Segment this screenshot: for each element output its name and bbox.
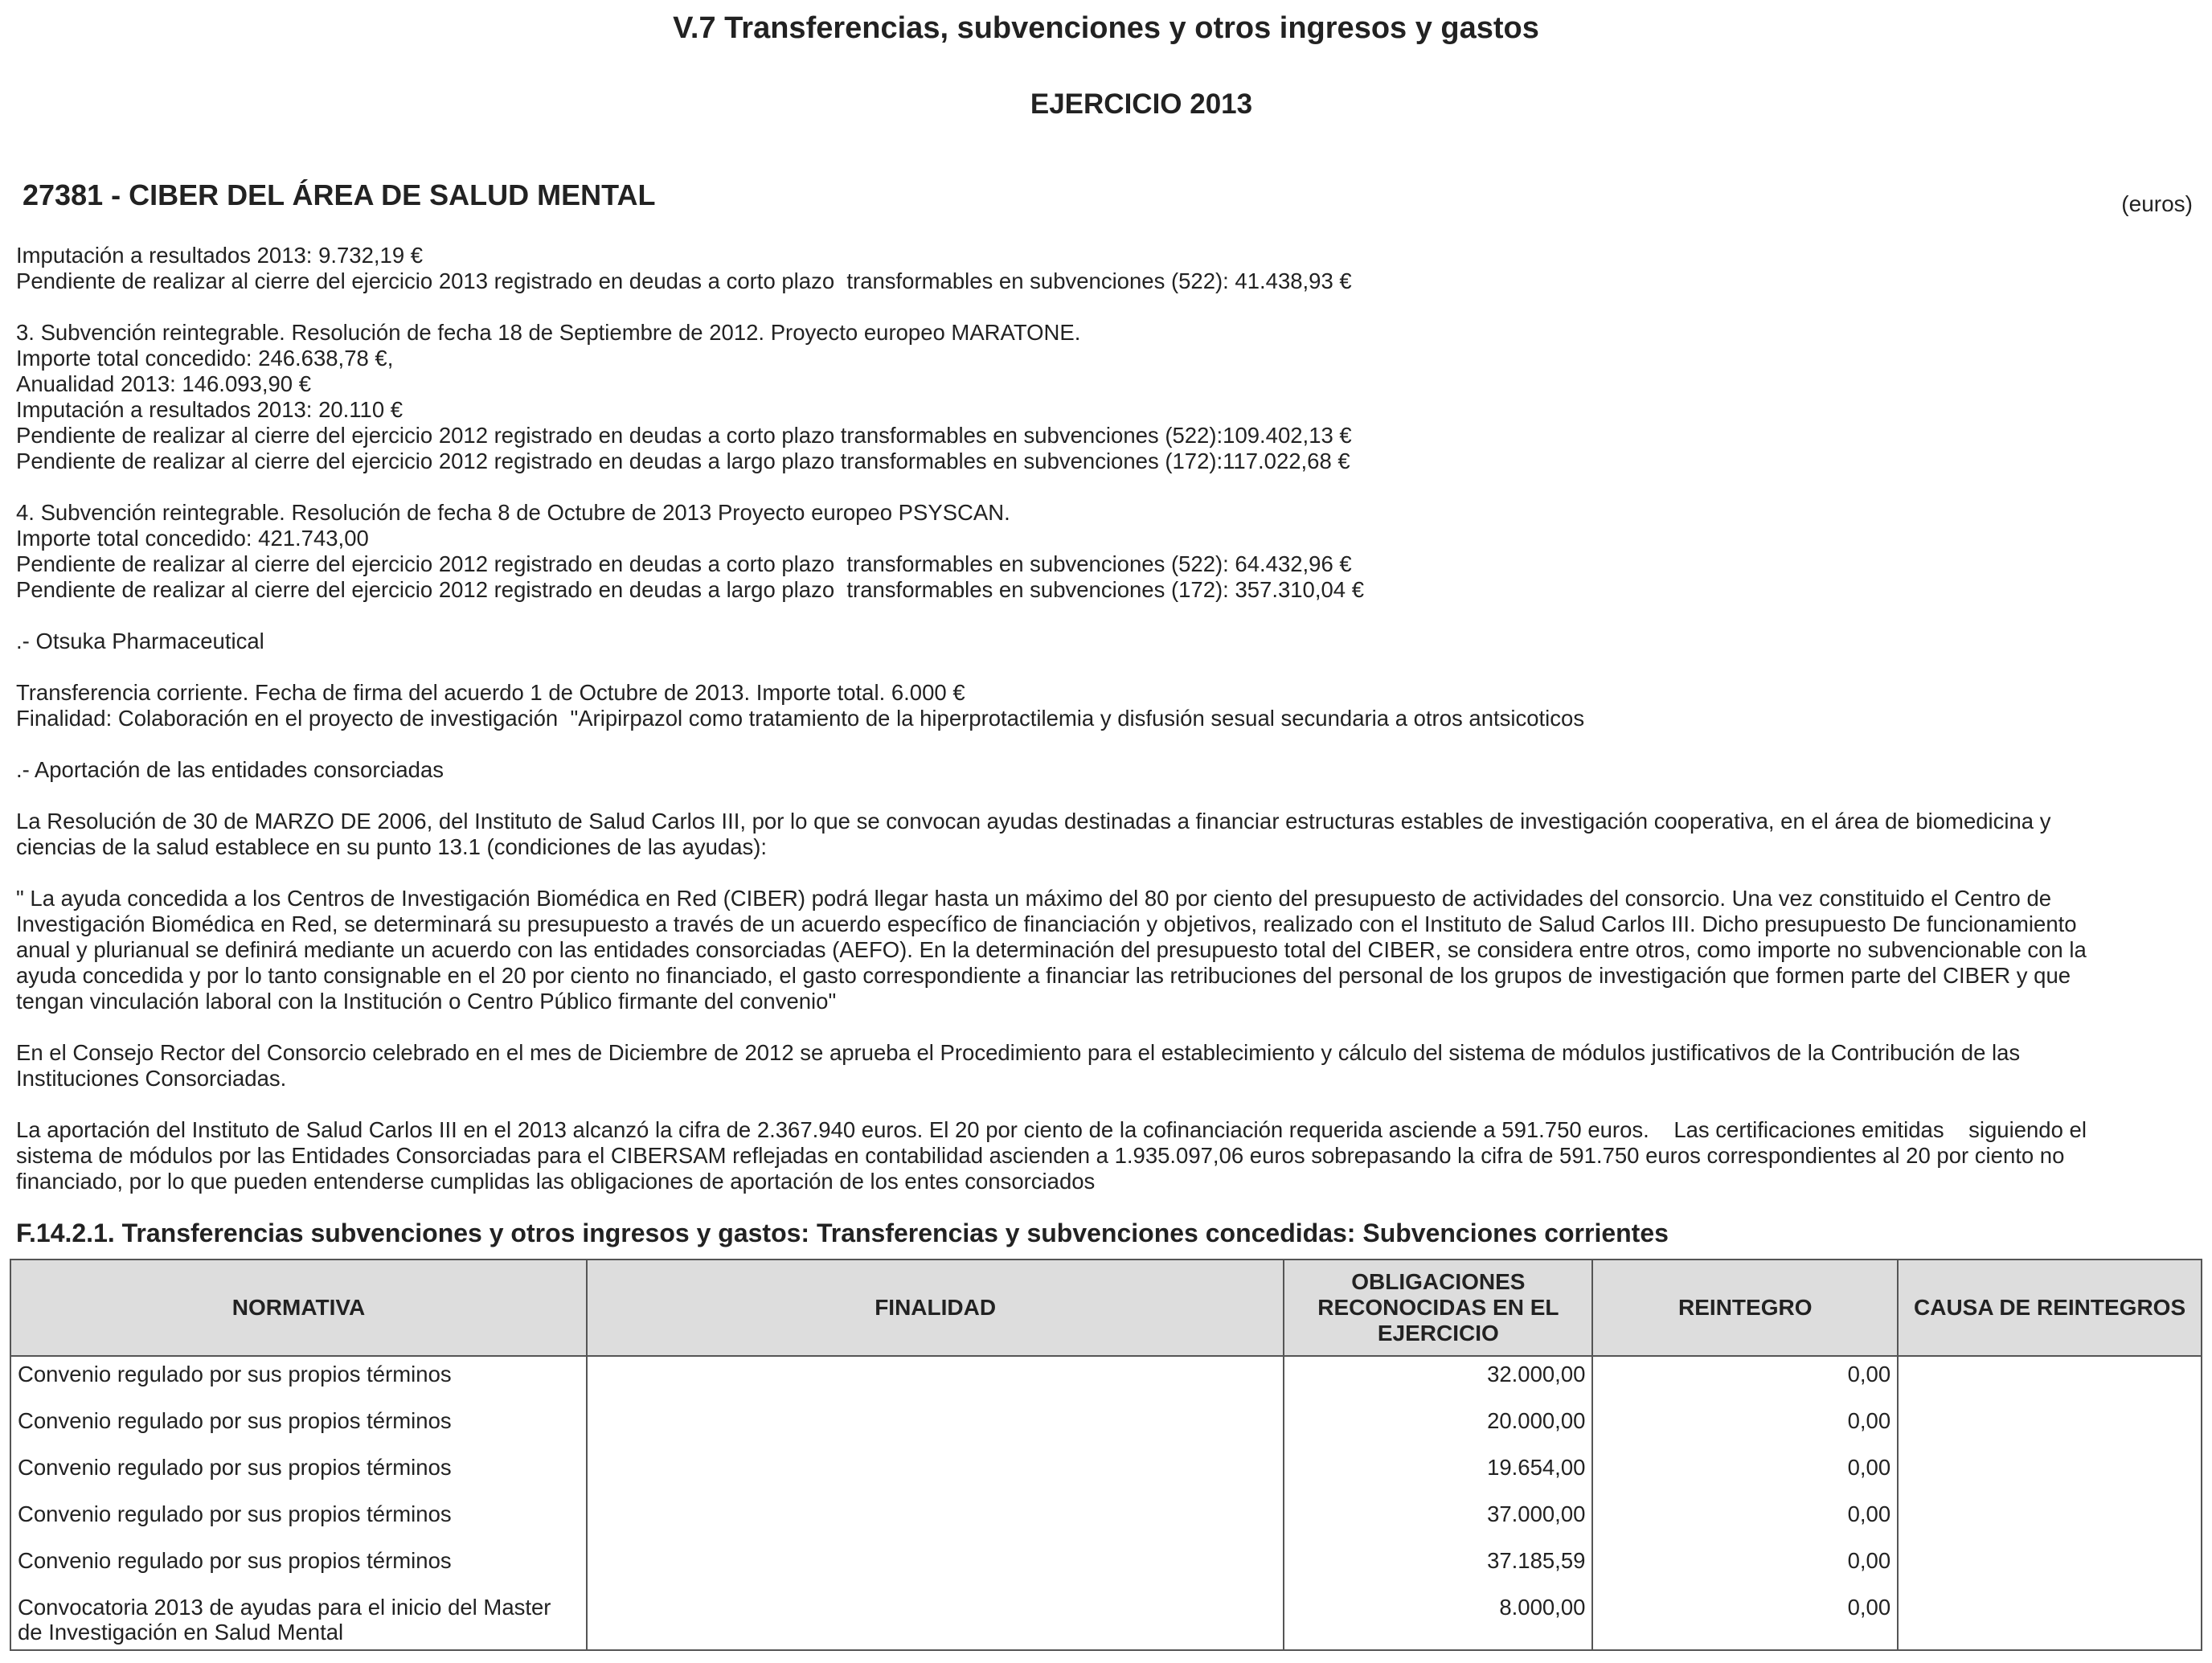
text-line: Investigación Biomédica en Red, se determinará su presupuesto a través de un acuerdo específico de financiación y objetivos, realizado con el Instituto de Salud Carlos III. Dicho presupuesto De funcionamiento [16, 911, 2077, 936]
cell-normativa: Convenio regulado por sus propios términos [10, 1497, 587, 1543]
cell-normativa: Convenio regulado por sus propios términos [10, 1543, 587, 1590]
text-line: Importe total concedido: 421.743,00 [16, 526, 369, 551]
text-line: Transferencia corriente. Fecha de firma del acuerdo 1 de Octubre de 2013. Importe total. 6.000 € [16, 680, 965, 705]
text-line: " La ayuda concedida a los Centros de Investigación Biomédica en Red (CIBER) podrá llegar hasta un máximo del 80 por ciento del presupuesto de actividades del consorcio. Una vez constituido el Centro de [16, 886, 2052, 911]
table-row [10, 1450, 2202, 1497]
text-line: En el Consejo Rector del Consorcio celebrado en el mes de Diciembre de 2012 se aprueba el Procedimiento para el establecimiento y cálculo del sistema de módulos justificativos de la Contribución de las [16, 1040, 2021, 1065]
column-header-finalidad: FINALIDAD [587, 1260, 1284, 1356]
text-line: Finalidad: Colaboración en el proyecto de investigación "Aripirpazol como tratamiento de la hiperprotactilemia y disfusión sesual secundaria a otros antsicoticos [16, 706, 1585, 731]
cell-reintegro: 0,00 [1592, 1497, 1898, 1543]
cell-causa [1898, 1356, 2202, 1403]
text-line: sistema de módulos por las Entidades Consorciadas para el CIBERSAM reflejadas en contabilidad ascienden a 1.935.097,06 euros sobrepasando la cifra de 591.750 euros correspondientes al 20 por ciento no [16, 1143, 2065, 1168]
column-header-causa: CAUSA DE REINTEGROS [1898, 1260, 2202, 1356]
cell-reintegro: 0,00 [1592, 1590, 1898, 1650]
section-heading: F.14.2.1. Transferencias subvenciones y otros ingresos y gastos: Transferencias y subvenciones concedidas: Subvenciones corrientes [16, 1219, 1669, 1247]
text-line: Pendiente de realizar al cierre del ejercicio 2012 registrado en deudas a largo plazo transformables en subvenciones (172): 357.310,04 € [16, 577, 1365, 602]
table-row [10, 1356, 2202, 1403]
cell-reintegro: 0,00 [1592, 1543, 1898, 1590]
cell-causa [1898, 1590, 2202, 1650]
cell-finalidad [587, 1590, 1284, 1650]
text-line: .- Aportación de las entidades consorciadas [16, 757, 444, 782]
text-line: Imputación a resultados 2013: 9.732,19 € [16, 243, 424, 268]
table-row [10, 1590, 2202, 1650]
text-line: Pendiente de realizar al cierre del ejercicio 2013 registrado en deudas a corto plazo transformables en subvenciones (522): 41.438,93 € [16, 268, 1352, 293]
cell-causa [1898, 1497, 2202, 1543]
text-line: 4. Subvención reintegrable. Resolución de fecha 8 de Octubre de 2013 Proyecto europeo PSYSCAN. [16, 500, 1010, 525]
text-line: Pendiente de realizar al cierre del ejercicio 2012 registrado en deudas a largo plazo transformables en subvenciones (172):117.022,68 € [16, 449, 1350, 473]
table-row [10, 1497, 2202, 1543]
column-header-reintegro: REINTEGRO [1592, 1260, 1898, 1356]
text-line: Anualidad 2013: 146.093,90 € [16, 371, 311, 396]
table-row [10, 1403, 2202, 1450]
cell-normativa: Convenio regulado por sus propios términos [10, 1403, 587, 1450]
table-header-row [10, 1260, 2202, 1356]
cell-normativa: Convenio regulado por sus propios términos [10, 1356, 587, 1403]
cell-finalidad [587, 1497, 1284, 1543]
page-title: V.7 Transferencias, subvenciones y otros ingresos y gastos [673, 11, 1539, 45]
subsidies-table [10, 1259, 2202, 1651]
text-line: Importe total concedido: 246.638,78 €, [16, 346, 394, 371]
cell-finalidad [587, 1450, 1284, 1497]
cell-reintegro: 0,00 [1592, 1450, 1898, 1497]
text-line: ayuda concedida y por lo tanto consignable en el 20 por ciento no financiado, el gasto correspondiente a financiar las retribuciones del personal de los grupos de investigación que formen parte del CIBER y que [16, 963, 2071, 988]
entity-heading: 27381 - CIBER DEL ÁREA DE SALUD MENTAL [23, 178, 656, 211]
text-line: financiado, por lo que pueden entenderse cumplidas las obligaciones de aportación de los entes consorciados [16, 1169, 1096, 1194]
text-line: anual y plurianual se definirá mediante un acuerdo con las entidades consorciadas (AEFO). En la determinación del presupuesto total del CIBER, se considera entre otros, como importe no subvencionable con la [16, 937, 2087, 962]
text-line: tengan vinculación laboral con la Institución o Centro Público firmante del convenio" [16, 989, 837, 1014]
table-row [10, 1543, 2202, 1590]
text-line: Pendiente de realizar al cierre del ejercicio 2012 registrado en deudas a corto plazo transformables en subvenciones (522): 64.432,96 € [16, 551, 1352, 576]
text-line: Pendiente de realizar al cierre del ejercicio 2012 registrado en deudas a corto plazo transformables en subvenciones (522):109.402,13 € [16, 423, 1352, 448]
text-line: .- Otsuka Pharmaceutical [16, 629, 264, 653]
cell-obligaciones: 20.000,00 [1284, 1403, 1592, 1450]
notes-body [16, 243, 2194, 1194]
cell-obligaciones: 32.000,00 [1284, 1356, 1592, 1403]
cell-normativa: Convenio regulado por sus propios términos [10, 1450, 587, 1497]
text-line: La Resolución de 30 de MARZO DE 2006, del Instituto de Salud Carlos III, por lo que se convocan ayudas destinadas a financiar estructuras estables de investigación cooperativa, en el área de biomedicina y [16, 809, 2051, 834]
cell-obligaciones: 37.000,00 [1284, 1497, 1592, 1543]
cell-obligaciones: 19.654,00 [1284, 1450, 1592, 1497]
text-line: 3. Subvención reintegrable. Resolución de fecha 18 de Septiembre de 2012. Proyecto europeo MARATONE. [16, 320, 1081, 345]
cell-obligaciones: 8.000,00 [1284, 1590, 1592, 1650]
cell-causa [1898, 1450, 2202, 1497]
text-line: ciencias de la salud establece en su punto 13.1 (condiciones de las ayudas): [16, 834, 768, 859]
column-header-normativa: NORMATIVA [10, 1260, 587, 1356]
cell-finalidad [587, 1356, 1284, 1403]
cell-normativa: Convocatoria 2013 de ayudas para el inicio del Master de Investigación en Salud Mental [10, 1590, 587, 1650]
cell-reintegro: 0,00 [1592, 1403, 1898, 1450]
cell-causa [1898, 1403, 2202, 1450]
text-line: La aportación del Instituto de Salud Carlos III en el 2013 alcanzó la cifra de 2.367.940 euros. El 20 por ciento de la cofinanciación requerida asciende a 591.750 euros. Las certificaciones emitidas siguiendo el [16, 1117, 2087, 1142]
cell-obligaciones: 37.185,59 [1284, 1543, 1592, 1590]
text-line: Imputación a resultados 2013: 20.110 € [16, 397, 403, 422]
cell-causa [1898, 1543, 2202, 1590]
cell-finalidad [587, 1543, 1284, 1590]
cell-finalidad [587, 1403, 1284, 1450]
text-line: Instituciones Consorciadas. [16, 1066, 287, 1091]
fiscal-year-heading: EJERCICIO 2013 [1030, 88, 1253, 120]
cell-reintegro: 0,00 [1592, 1356, 1898, 1403]
column-header-obligaciones: OBLIGACIONES RECONOCIDAS EN EL EJERCICIO [1284, 1260, 1592, 1356]
currency-units-label: (euros) [2121, 191, 2193, 216]
